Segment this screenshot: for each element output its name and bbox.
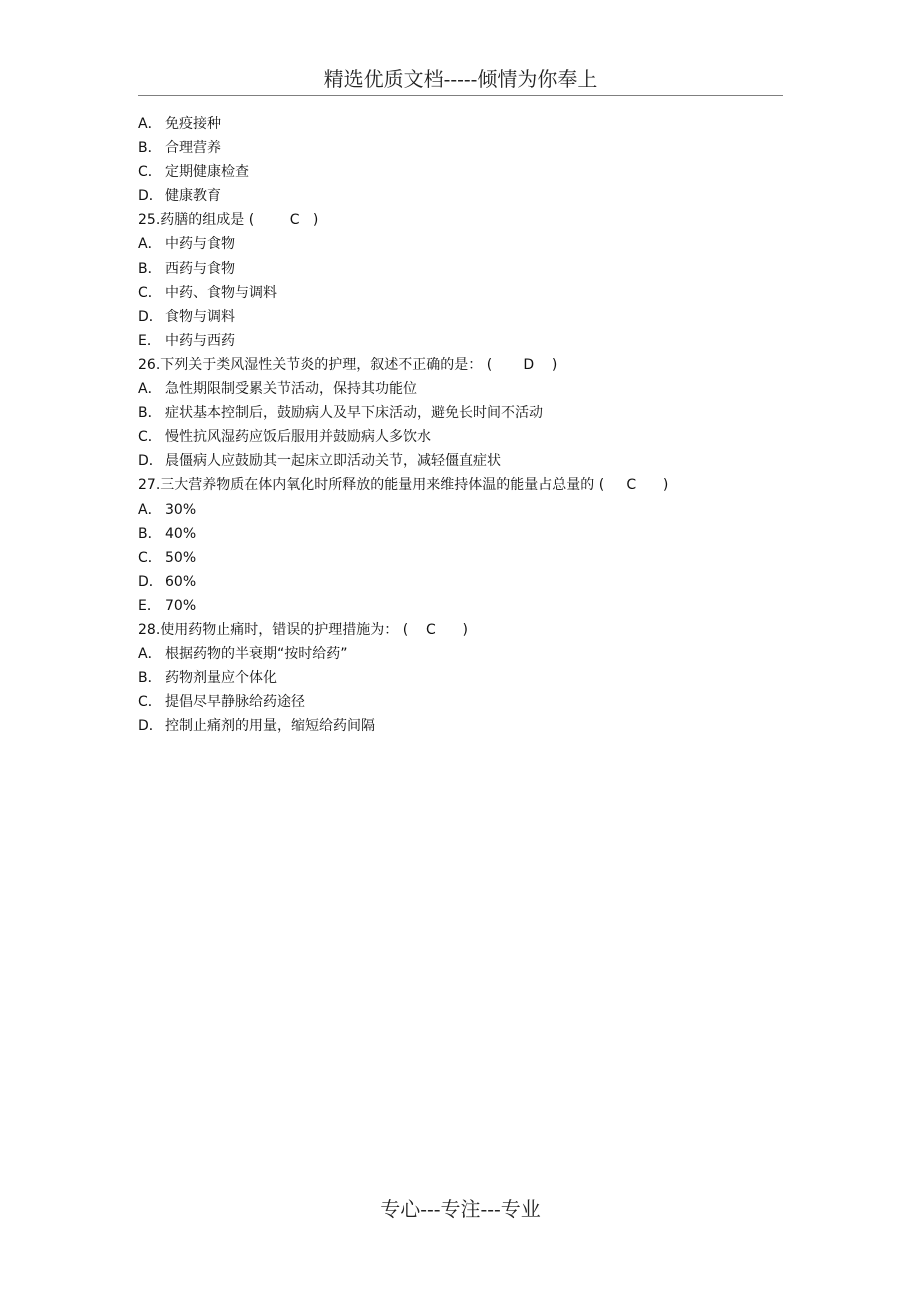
answer-option xyxy=(138,377,783,401)
question-line: 27.三大营养物质在体内氧化时所释放的能量用来维持体温的能量占总量的 ( C ) xyxy=(138,477,669,494)
option-letter: B． xyxy=(138,525,162,542)
answer-option xyxy=(138,594,783,618)
option-letter: C． xyxy=(138,429,162,446)
option-letter: A． xyxy=(138,501,162,518)
option-letter: C． xyxy=(138,164,162,181)
option-letter: A． xyxy=(138,646,162,663)
option-text: 30% xyxy=(165,501,197,518)
page-footer: 专心---专注---专业 xyxy=(380,1197,541,1221)
option-text: 食物与调料 xyxy=(165,308,235,325)
option-letter: B． xyxy=(138,260,162,277)
answer-option xyxy=(138,112,783,136)
header-divider xyxy=(138,95,783,96)
option-letter: D． xyxy=(138,308,163,325)
answer-option xyxy=(138,232,783,256)
answer-option xyxy=(138,257,783,281)
answer-option xyxy=(138,666,783,690)
question-line: 28.使用药物止痛时，错误的护理措施为： ( C ) xyxy=(138,621,468,638)
option-text: 免疫接种 xyxy=(165,116,221,132)
answer-option xyxy=(138,160,783,184)
option-letter: C． xyxy=(138,549,162,566)
option-text: 定期健康检查 xyxy=(165,164,249,181)
answer-option xyxy=(138,690,783,714)
question-line: 25.药膳的组成是 ( C ) xyxy=(138,212,319,229)
option-text: 根据药物的半衰期“按时给药” xyxy=(165,646,348,663)
option-letter: D． xyxy=(138,573,163,590)
option-letter: B． xyxy=(138,140,162,157)
page-header: 精选优质文档-----倾情为你奉上 xyxy=(323,67,598,91)
answer-option xyxy=(138,449,783,473)
option-letter: A． xyxy=(138,381,162,398)
answer-option xyxy=(138,642,783,666)
option-text: 健康教育 xyxy=(165,188,221,205)
option-text: 40% xyxy=(165,525,197,542)
answer-option xyxy=(138,570,783,594)
option-text: 晨僵病人应鼓励其一起床立即活动关节，减轻僵直症状 xyxy=(165,453,501,470)
option-text: 症状基本控制后，鼓励病人及早下床活动，避免长时间不活动 xyxy=(165,405,543,422)
option-letter: D． xyxy=(138,718,163,735)
option-text: 合理营养 xyxy=(165,140,221,157)
option-text: 中药、食物与调料 xyxy=(165,284,277,301)
answer-option xyxy=(138,714,783,738)
option-text: 60% xyxy=(165,573,197,590)
option-text: 50% xyxy=(165,549,197,566)
answer-option xyxy=(138,498,783,522)
answer-option xyxy=(138,136,783,160)
option-letter: C． xyxy=(138,284,162,301)
answer-option xyxy=(138,281,783,305)
option-letter: A． xyxy=(138,236,162,253)
question-line: 26.下列关于类风湿性关节炎的护理，叙述不正确的是： ( D ) xyxy=(138,356,558,373)
option-letter: C． xyxy=(138,694,162,711)
option-text: 西药与食物 xyxy=(165,260,235,277)
answer-option xyxy=(138,425,783,449)
option-text: 控制止痛剂的用量，缩短给药间隔 xyxy=(165,718,375,735)
option-text: 药物剂量应个体化 xyxy=(165,670,277,687)
answer-option xyxy=(138,305,783,329)
answer-option xyxy=(138,329,783,353)
option-text: 中药与食物 xyxy=(165,236,235,253)
answer-option xyxy=(138,401,783,425)
option-letter: E． xyxy=(138,332,161,349)
option-text: 急性期限制受累关节活动，保持其功能位 xyxy=(165,381,417,398)
answer-option xyxy=(138,184,783,208)
option-letter: D． xyxy=(138,188,163,205)
answer-option xyxy=(138,522,783,546)
option-text: 提倡尽早静脉给药途径 xyxy=(165,694,305,711)
option-letter: D． xyxy=(138,453,163,470)
option-text: 70% xyxy=(165,597,197,614)
option-letter: E． xyxy=(138,597,161,614)
option-letter: B． xyxy=(138,670,162,687)
option-letter: A． xyxy=(138,116,162,132)
option-text: 慢性抗风湿药应饭后服用并鼓励病人多饮水 xyxy=(165,429,431,446)
option-letter: B． xyxy=(138,405,162,422)
option-text: 中药与西药 xyxy=(165,332,235,349)
document-body xyxy=(138,112,783,738)
answer-option xyxy=(138,546,783,570)
